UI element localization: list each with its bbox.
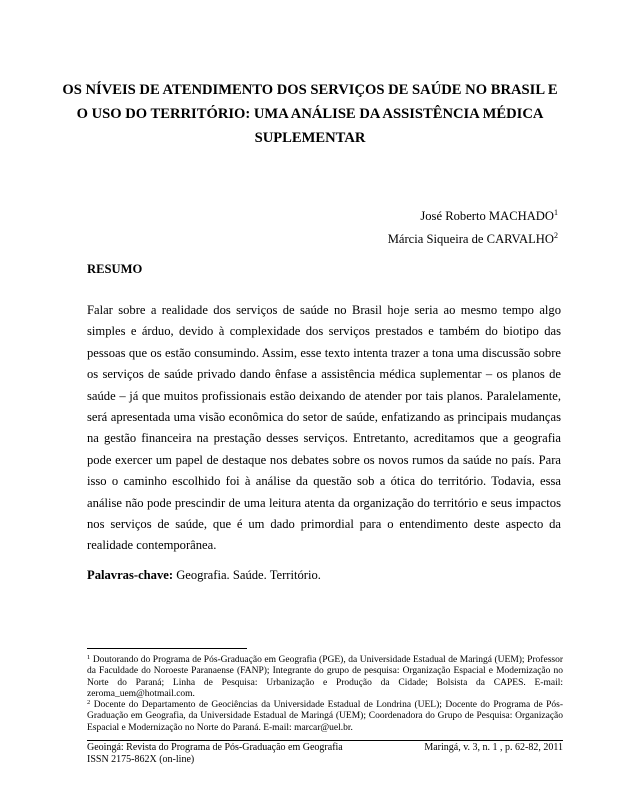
footnote-text: Doutorando do Programa de Pós-Graduação em Geografia (PGE), da Universidade Estadual de Maringá (UEM); Professor da Faculdade do Noroeste Paranaense (FANP); Integrante do grupo de pesquisa: Organização Espacial e Modernização no Norte do Paraná; Linha de Pesquisa: Urbanização e Produção da Cidade; Bolsista da CAPES. E-mail: zeroma_uem@hotmail.com. bbox=[87, 655, 563, 699]
abstract-heading: RESUMO bbox=[87, 262, 143, 276]
footnote-mark: 1 bbox=[554, 208, 558, 217]
footnote-text: Docente do Departamento de Geociências da Universidade Estadual de Londrina (UEL); Docente do Programa de Pós-Graduação em Geografia, da Universidade Estadual de Maringá (UEM); Coordenadora do Grupo de Pesquisa: Organização Espacial e Modernização no Norte do Paraná. E-mail: marcar@uel.br. bbox=[87, 700, 563, 733]
footnote-mark: 2 bbox=[87, 699, 91, 707]
keywords-value: Geografia. Saúde. Território. bbox=[176, 568, 321, 582]
footnote-mark: 2 bbox=[554, 231, 558, 240]
author-name: Márcia Siqueira de CARVALHO bbox=[387, 232, 554, 246]
author-2 bbox=[388, 228, 558, 251]
journal-name: Geoingá: Revista do Programa de Pós-Graduação em Geografia bbox=[87, 742, 343, 753]
abstract-text: Falar sobre a realidade dos serviços de saúde no Brasil hoje seria ao mesmo tempo algo simples e árduo, devido à complexidade dos serviços prestados e também do biotipo das pessoas que os estão consumindo. Assim, esse texto intenta trazer a tona uma discussão sobre os serviços de saúde privado dando ênfase a assistência médica suplementar – os planos de saúde – já que muitos profissionais estão deixando de atender por tais planos. Paralelamente, será apresentada uma visão econômica do setor de saúde, enfatizando as principais mudanças na gestão financeira na prestação desses serviços. Entretanto, acreditamos que a geografia pode exercer um papel de destaque nos debates sobre os novos rumos da saúde no país. Para isso o caminho escolhido foi à análise da questão sob a ótica do território. Todavia, essa análise não pode prescindir de uma leitura atenta da organização do território e seus impactos nos serviços de saúde, que é um dado primordial para o entendimento deste aspecto da realidade contemporânea. bbox=[87, 303, 561, 553]
footnote-1 bbox=[87, 655, 563, 700]
keywords bbox=[87, 568, 321, 583]
author-name: José Roberto MACHADO bbox=[420, 209, 554, 223]
citation: Maringá, v. 3, n. 1 , p. 62-82, 2011 bbox=[424, 742, 563, 753]
paper-title: OS NÍVEIS DE ATENDIMENTO DOS SERVIÇOS DE SAÚDE NO BRASIL E O USO DO TERRITÓRIO: UMA ANÁLISE DA ASSISTÊNCIA MÉDICA SUPLEMENTAR bbox=[62, 82, 558, 146]
footnote-divider bbox=[87, 648, 247, 649]
footer-divider bbox=[87, 740, 563, 741]
footnote-2 bbox=[87, 700, 563, 734]
footnote-mark: 1 bbox=[87, 654, 91, 661]
keywords-label: Palavras-chave: bbox=[87, 568, 174, 582]
issn: ISSN 2175-862X (on-line) bbox=[87, 754, 195, 765]
author-1 bbox=[388, 205, 558, 228]
page-footer bbox=[87, 742, 563, 766]
author-list bbox=[388, 205, 558, 251]
footnotes bbox=[87, 655, 563, 734]
